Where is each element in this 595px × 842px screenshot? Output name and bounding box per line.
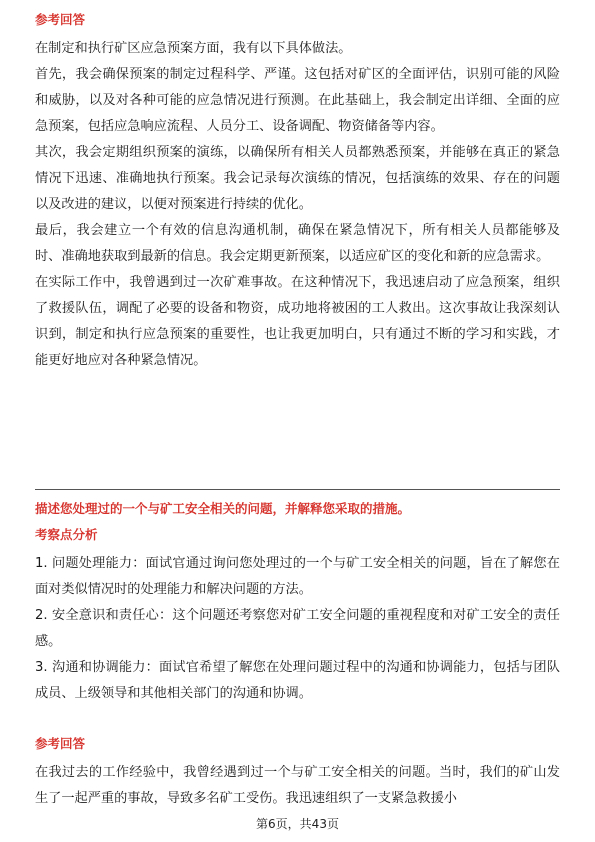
section-heading-answer: 参考回答: [35, 12, 86, 27]
section-divider: [35, 489, 560, 490]
analysis-item: 1. 问题处理能力：面试官通过询问您处理过的一个与矿工安全相关的问题，旨在了解您在面对类似情况时的处理能力和解决问题的方法。: [35, 556, 560, 597]
page-footer: 第6页，共43页: [256, 817, 339, 831]
answer-section-2: [35, 735, 560, 812]
answer-paragraph: 在制定和执行矿区应急预案方面，我有以下具体做法。: [35, 41, 352, 56]
answer-paragraph: 在我过去的工作经验中，我曾经遇到过一个与矿工安全相关的问题。当时，我们的矿山发生了一起严重的事故，导致多名矿工受伤。我迅速组织了一支紧急救援小: [35, 765, 560, 806]
analysis-item: 3. 沟通和协调能力：面试官希望了解您在处理问题过程中的沟通和协调能力，包括与团队成员、上级领导和其他相关部门的沟通和协调。: [35, 660, 560, 701]
section-heading-analysis: 考察点分析: [35, 527, 98, 542]
analysis-section: [35, 526, 560, 707]
interview-question: 描述您处理过的一个与矿工安全相关的问题，并解释您采取的措施。: [35, 501, 411, 516]
answer-paragraph: 最后，我会建立一个有效的信息沟通机制，确保在紧急情况下，所有相关人员都能够及时、准确地获取到最新的信息。我会定期更新预案，以适应矿区的变化和新的应急需求。: [35, 223, 560, 264]
analysis-item: 2. 安全意识和责任心：这个问题还考察您对矿工安全问题的重视程度和对矿工安全的责任感。: [35, 608, 560, 649]
question-block: [35, 500, 560, 518]
answer-section-1: [35, 11, 560, 374]
answer-paragraph: 在实际工作中，我曾遇到过一次矿难事故。在这种情况下，我迅速启动了应急预案，组织了救援队伍，调配了必要的设备和物资，成功地将被困的工人救出。这次事故让我深刻认识到，制定和执行应急预案的重要性，也让我更加明白，只有通过不断的学习和实践，才能更好地应对各种紧急情况。: [35, 275, 560, 368]
answer-paragraph: 其次，我会定期组织预案的演练，以确保所有相关人员都熟悉预案，并能够在真正的紧急情况下迅速、准确地执行预案。我会记录每次演练的情况，包括演练的效果、存在的问题以及改进的建议，以便对预案进行持续的优化。: [35, 145, 560, 212]
section-heading-answer: 参考回答: [35, 736, 86, 751]
answer-paragraph: 首先，我会确保预案的制定过程科学、严谨。这包括对矿区的全面评估，识别可能的风险和威胁，以及对各种可能的应急情况进行预测。在此基础上，我会制定出详细、全面的应急预案，包括应急响应流程、人员分工、设备调配、物资储备等内容。: [35, 67, 560, 134]
